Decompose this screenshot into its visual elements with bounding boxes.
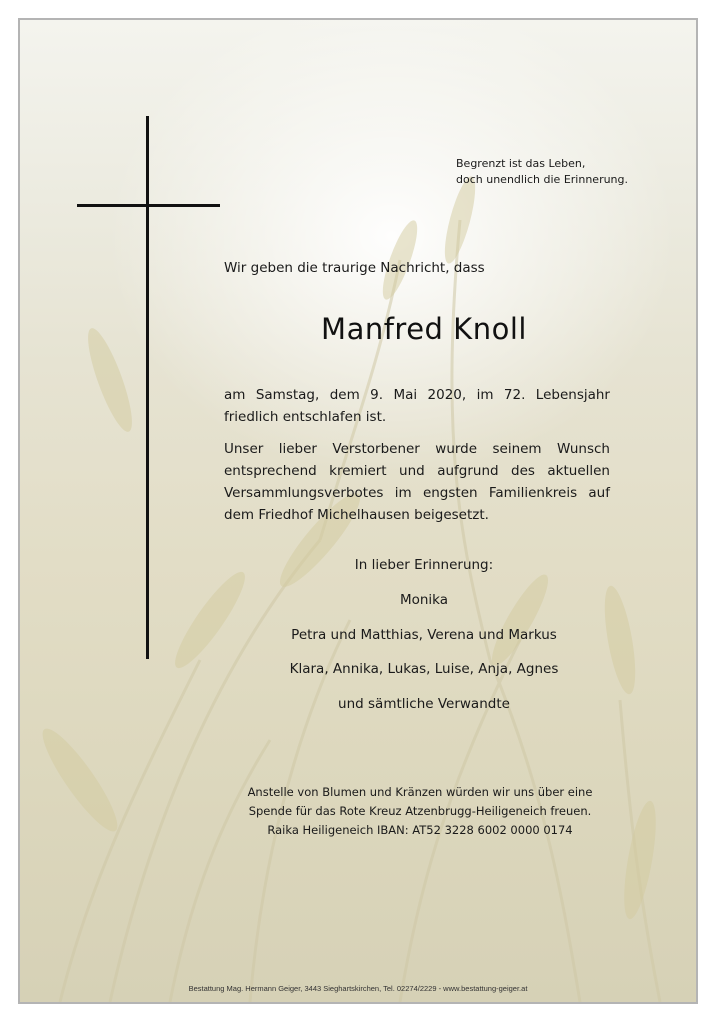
cross-vertical-bar <box>146 116 149 659</box>
cross-horizontal-bar <box>77 204 220 207</box>
mourners-heading: In lieber Erinnerung: <box>354 557 494 573</box>
quote-line: Begrenzt ist das Leben, <box>456 157 586 170</box>
deceased-name: Manfred Knoll <box>321 312 527 346</box>
mourner-line: Petra und Matthias, Verena und Markus <box>291 627 557 643</box>
epigraph-quote <box>456 156 676 188</box>
quote-line: doch unendlich die Erinnerung. <box>456 173 629 186</box>
mourner-line: Klara, Annika, Lukas, Luise, Anja, Agnes <box>289 661 559 677</box>
obituary-card <box>18 18 698 1004</box>
burial-info-paragraph: Unser lieber Verstorbener wurde seinem Wunsch entsprechend kremiert und aufgrund des aktuellen Versammlungsverbotes im engsten Familienkreis auf dem Friedhof Michelhausen beigesetzt. <box>224 441 610 523</box>
mourner-line: und sämtliche Verwandte <box>338 696 510 712</box>
funeral-home-footer: Bestattung Mag. Hermann Geiger, 3443 Sieghartskirchen, Tel. 02274/2229 - www.bestattung-geiger.at <box>188 984 528 993</box>
donation-line: Spende für das Rote Kreuz Atzenbrugg-Heiligeneich freuen. <box>248 804 592 818</box>
donation-request <box>200 783 640 840</box>
announcement-intro: Wir geben die traurige Nachricht, dass <box>224 260 485 276</box>
donation-line: Anstelle von Blumen und Kränzen würden wir uns über eine <box>247 785 593 799</box>
death-notice-paragraph: am Samstag, dem 9. Mai 2020, im 72. Lebensjahr friedlich entschlafen ist. <box>224 387 610 425</box>
donation-iban: Raika Heiligeneich IBAN: AT52 3228 6002 0000 0174 <box>267 823 573 837</box>
mourner-line: Monika <box>399 592 449 608</box>
